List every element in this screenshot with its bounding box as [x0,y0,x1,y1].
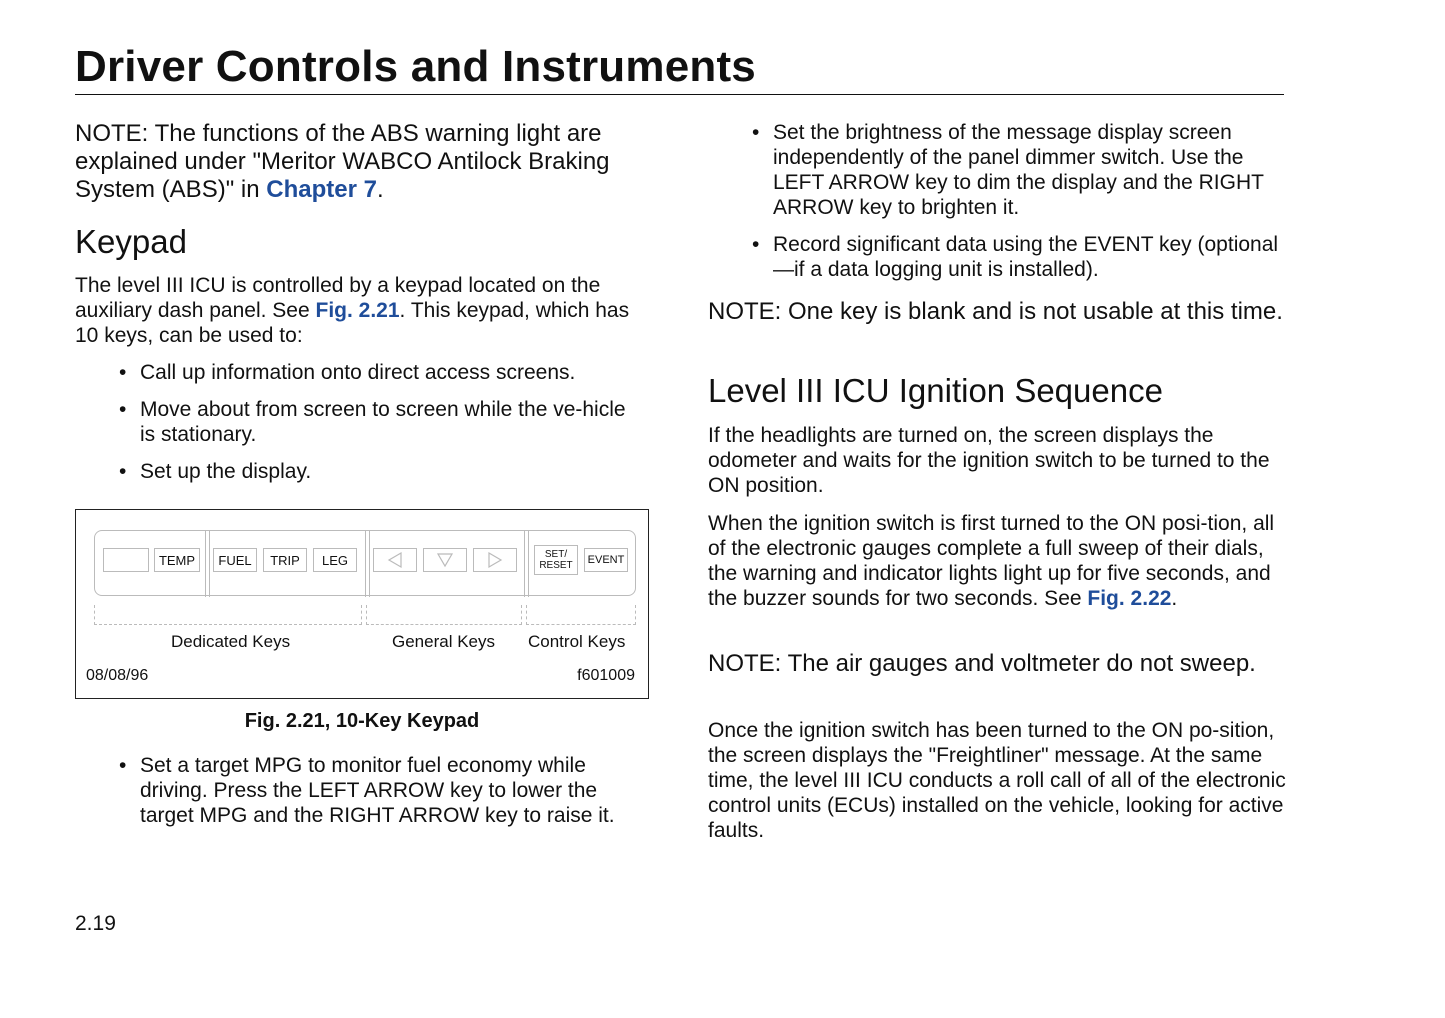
temp-key: TEMP [154,548,200,572]
figure-id: f601009 [577,667,635,684]
general-keys-bracket [366,605,522,625]
dedicated-keys-bracket [94,605,362,625]
blank-key-note: NOTE: One key is blank and is not usable at this time. [708,298,1283,325]
trip-key: TRIP [263,548,307,572]
control-keys-bracket [526,605,636,625]
title-rule [75,94,1284,95]
figure-caption: Fig. 2.21, 10-Key Keypad [244,710,480,732]
blank-key [103,548,149,572]
left-arrow-key-icon [373,548,417,572]
list-item: • Call up information onto direct access screens. [140,360,640,385]
dedicated-keys-label: Dedicated Keys [171,632,291,651]
figure-date: 08/08/96 [86,667,149,684]
fig-2-21-link[interactable]: Fig. 2.21 [315,299,400,322]
down-arrow-key-icon [423,548,467,572]
keypad-intro: The level III ICU is controlled by a keypad located on the auxiliary dash panel. See Fig. 2.21. This keypad, which has 10 keys, can be used to: [75,274,630,347]
general-keys-label: General Keys [392,632,495,651]
leg-key: LEG [313,548,357,572]
list-item: • Set a target MPG to monitor fuel economy while driving. Press the LEFT ARROW key to lower the target MPG and the RIGHT ARROW key to raise it. [140,753,650,828]
ignition-para-1: If the headlights are turned on, the screen displays the odometer and waits for the ignition switch to be turned to the ON position. [708,424,1270,497]
set-reset-key: SET/ RESET [534,545,578,575]
event-key: EVENT [584,548,628,572]
keypad-figure [75,509,649,699]
list-item: • Move about from screen to screen while the ve-hicle is stationary. [140,397,640,447]
keypad-uses-list-right [773,120,1288,282]
chapter-7-link[interactable]: Chapter 7 [266,176,377,203]
fuel-key: FUEL [213,548,257,572]
list-item: • Record significant data using the EVENT key (optional—if a data logging unit is installed). [773,232,1288,282]
keypad-heading: Keypad [75,223,187,260]
ignition-sequence-heading: Level III ICU Ignition Sequence [708,372,1163,409]
right-arrow-key-icon [473,548,517,572]
list-item: • Set the brightness of the message display screen independently of the panel dimmer switch. Use the LEFT ARROW key to dim the display and the RIGHT ARROW key to brighten it. [773,120,1288,220]
gauges-note: NOTE: The air gauges and voltmeter do not sweep. [708,650,1256,677]
list-item: • Set up the display. [140,459,640,484]
ignition-para-2: When the ignition switch is first turned to the ON posi-tion, all of the electronic gauges complete a full sweep of their dials, the warning and indicator lights light up for five seconds, and the buzzer sounds for two seconds. See Fig. 2.22. [708,512,1275,610]
page-number: 2.19 [75,912,116,935]
page-title: Driver Controls and Instruments [75,42,756,91]
control-keys-label: Control Keys [528,632,626,651]
abs-note: NOTE: The functions of the ABS warning light are explained under "Meritor WABCO Antilock Braking System (ABS)" in Chapter 7. [75,120,610,203]
keypad-uses-list [140,360,640,484]
keypad-uses-list-continued [140,753,650,828]
keypad-outline [94,530,636,596]
ignition-para-3: Once the ignition switch has been turned to the ON po-sition, the screen displays the "Freightliner" message. At the same time, the level III ICU conducts a roll call of all of the electronic control units (ECUs) installed on the vehicle, looking for active faults. [708,719,1286,842]
fig-2-22-link[interactable]: Fig. 2.22 [1087,587,1172,610]
